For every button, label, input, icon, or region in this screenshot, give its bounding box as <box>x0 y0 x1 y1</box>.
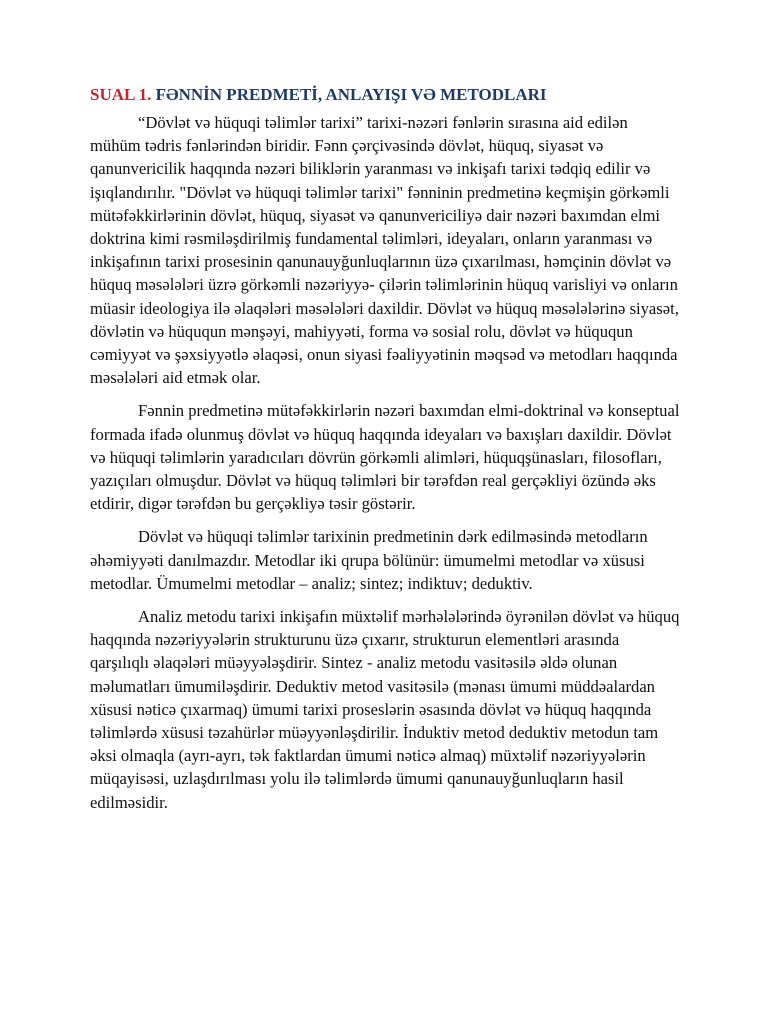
heading-title: FƏNNİN PREDMETİ, ANLAYIŞI VƏ METODLARI <box>155 85 547 104</box>
paragraph-2: Fənnin predmetinə mütəfəkkirlərin nəzəri baxımdan elmi-doktrinal və konseptual formada ifadə olunmuş dövlət və hüquq haqqında ideyaları və baxışları daxildir. Dövlət və hüquqi təlimlərin yaradıcıları dövrün görkəmli alimləri, hüquqşünasları, filosofları, yazıçıları olmuşdur. Dövlət və hüquq təlimləri bir tərəfdən real gerçəkliyi özündə əks etdirir, digər tərəfdən bu gerçəkliyə təsir göstərir. <box>90 401 680 514</box>
section-heading <box>90 83 680 107</box>
paragraph-3: Dövlət və hüquqi təlimlər tarixinin predmetinin dərk edilməsində metodların əhəmiyyəti danılmazdır. Metodlar iki qrupa bölünür: ümumelmi metodlar və xüsusi metodlar. Ümumelmi metodlar – analiz; sintez; indiktuv; deduktiv. <box>90 527 648 593</box>
heading-number: SUAL 1. <box>90 85 152 104</box>
paragraph-1: “Dövlət və hüquqi təlimlər tarixi” tarixi-nəzəri fənlərin sırasına aid edilən mühüm tədris fənlərindən biridir. Fənn çərçivəsində dövlət, hüquq, siyasət və qanunvericilik haqqında nəzəri biliklərin yaranması və inkişafı tarixi tədqiq edilir və işıqlandırılır. "Dövlət və hüquqi təlimlər tarixi" fənninin predmetinə keçmişin görkəmli mütəfəkkirlərinin dövlət, hüquq, siyasət və qanunvericiliyə dair nəzəri baxımdan elmi doktrina kimi rəsmiləşdirilmiş fundamental təlimləri, ideyaları, onların yaranması və inkişafının tarixi prosesinin qanunauyğunluqlarının üzə çıxarılması, həmçinin dövlət və hüquq məsələləri üzrə görkəmli nəzəriyyə- çilərin təlimlərinin hüquq varisliyi və onların müasir ideologiya ilə əlaqələri məsələləri daxildir. Dövlət və hüquq məsələlərinə siyasət, dövlətin və hüququn mənşəyi, mahiyyəti, forma və sosial rolu, dövlət və hüququn cəmiyyət və şəxsiyyətlə əlaqəsi, onun siyasi fəaliyyətinin məqsəd və metodları haqqında məsələləri aid etmək olar. <box>90 113 679 388</box>
paragraph-4: Analiz metodu tarixi inkişafın müxtəlif mərhələlərində öyrənilən dövlət və hüquq haqqında nəzəriyyələrin strukturunu üzə çıxarır, strukturun elementləri arasında qarşılıqlı əlaqələri müəyyələşdirir. Sintez - analiz metodu vasitəsilə əldə olunan məlumatları ümumiləşdirir. Deduktiv metod vasitəsilə (mənası ümumi müddəalardan xüsusi nəticə çıxarmaq) ümumi tarixi proseslərin əsasında dövlət və hüquq haqqında təlimlərdə xüsusi təzahürlər müəyyənləşdirilir. İnduktiv metod deduktiv metodun tam əksi olmaqla (ayrı-ayrı, tək faktlardan ümumi nəticə almaq) müxtəlif nəzəriyyələrin müqayisəsi, uzlaşdırılması yolu ilə təlimlərdə ümumi qanunauyğunluqların hasil edilməsidir. <box>90 607 680 812</box>
document-page <box>90 83 680 824</box>
